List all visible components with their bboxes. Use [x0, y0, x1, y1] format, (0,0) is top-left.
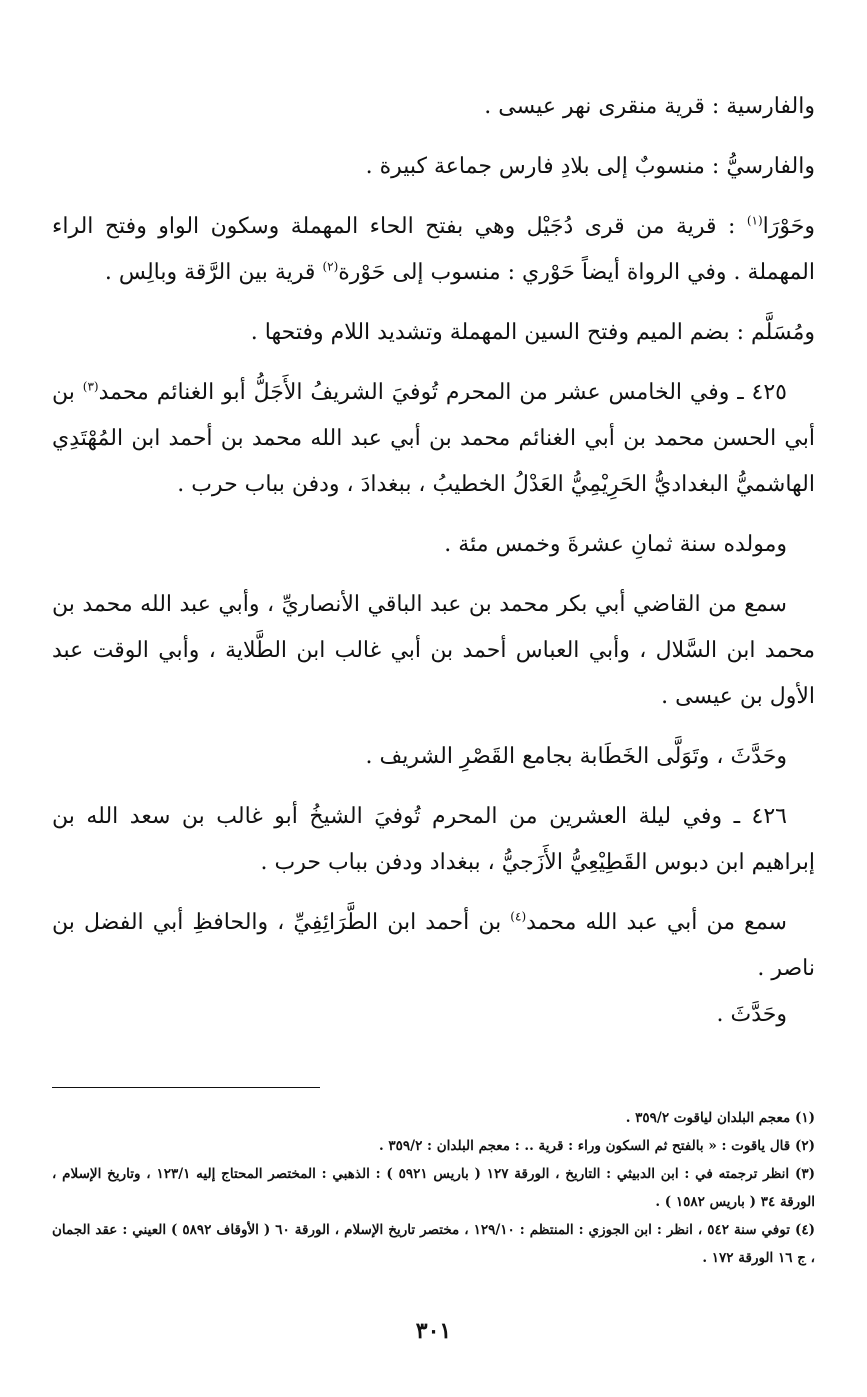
page-number: ٣٠١ [415, 1318, 452, 1344]
paragraph-birth: ومولده سنة ثمانِ عشرةَ وخمس مئة . [444, 532, 787, 557]
text-segment: بن أبي الحسن محمد بن أبي الغنائم محمد بن أبي عبد الله محمد بن أحمد ابن المُهْتَدِي الهاشميُّ البغداديُّ الحَرِيْمِيُّ العَدْلُ الخطيبُ ، ببغدادَ ، ودفن بباب حرب . [52, 380, 815, 497]
text-segment: بن أحمد ابن الطَّرَائِفِيِّ ، والحافظِ أبي الفضل بن ناصر . [52, 910, 815, 981]
footnote-1: (١) معجم البلدان لياقوت ٣٥٩/٢ . [625, 1110, 815, 1126]
paragraph-farisiya: والفارسية : قرية منقرى نهر عيسى . [484, 94, 815, 119]
entry-425 [52, 370, 815, 508]
text-segment: قرية بين الرَّقة وبالِس . [104, 260, 323, 285]
footnote-ref-4: (٤) [510, 909, 527, 924]
footnote-4: (٤) توفي سنة ٥٤٢ ، انظر : ابن الجوزي : المنتظم : ١٢٩/١٠ ، مختصر تاريخ الإسلام ، الورقة ٦٠ ( الأوقاف ٥٨٩٢ ) العيني : عقد الجمان ، ج ١٦ الورقة ١٧٢ . [52, 1222, 815, 1266]
footnote-divider [52, 1087, 320, 1088]
main-text [52, 84, 815, 1038]
text-segment: : قرية من قرى دُجَيْل وهي بفتح الحاء المهملة وسكون الواو وفتح الراء المهملة . وفي الرواة أيضاً حَوْري : منسوب إلى حَوْرة [52, 214, 815, 285]
footnote-ref-1: (١) [746, 213, 763, 228]
paragraph-haddatha: وحَدَّثَ . [716, 1002, 787, 1027]
paragraph-musallam: ومُسَلَّم : بضم الميم وفتح السين المهملة وتشديد اللام وفتحها . [250, 320, 815, 345]
paragraph-hawra [52, 204, 815, 296]
paragraph-teachers-426 [52, 900, 815, 992]
footnote-3: (٣) انظر ترجمته في : ابن الدبيثي : التاريخ ، الورقة ١٢٧ ( باريس ٥٩٢١ ) : الذهبي : المختصر المحتاج إليه ١٢٣/١ ، وتاريخ الإسلام ، الورقة ٣٤ ( باريس ١٥٨٢ ) . [52, 1166, 815, 1210]
text-segment: سمع من أبي عبد الله محمد [526, 910, 787, 935]
footnote-ref-2: (٢) [322, 259, 339, 274]
footnote-2: (٢) قال ياقوت : « بالفتح ثم السكون وراء : قرية .. : معجم البلدان : ٣٥٩/٢ . [379, 1138, 815, 1154]
footnote-ref-3: (٣) [82, 379, 99, 394]
paragraph-khitaba: وحَدَّثَ ، وتَوَلَّى الخَطَابة بجامع القَصْرِ الشريف . [365, 744, 787, 769]
paragraph-teachers-425: سمع من القاضي أبي بكر محمد بن عبد الباقي الأنصاريِّ ، وأبي عبد الله محمد بن محمد ابن السَّلال ، وأبي العباس أحمد بن أبي غالب ابن الطَّلاية ، وأبي الوقت عبد الأول بن عيسى . [52, 592, 815, 709]
text-segment: ٤٢٥ ـ وفي الخامس عشر من المحرم تُوفيَ الشريفُ الأَجَلُّ أبو الغنائم محمد [98, 380, 787, 405]
text-segment: وحَوْرَا [762, 214, 815, 239]
entry-426: ٤٢٦ ـ وفي ليلة العشرين من المحرم تُوفيَ الشيخُ أبو غالب بن سعد الله بن إبراهيم ابن دبوس القَطِيْعِيُّ الأَزَجيُّ ، ببغداد ودفن بباب حرب . [52, 804, 815, 875]
footnotes [52, 1104, 815, 1272]
paragraph-farisi: والفارسيُّ : منسوبٌ إلى بلادِ فارس جماعة كبيرة . [365, 154, 815, 179]
